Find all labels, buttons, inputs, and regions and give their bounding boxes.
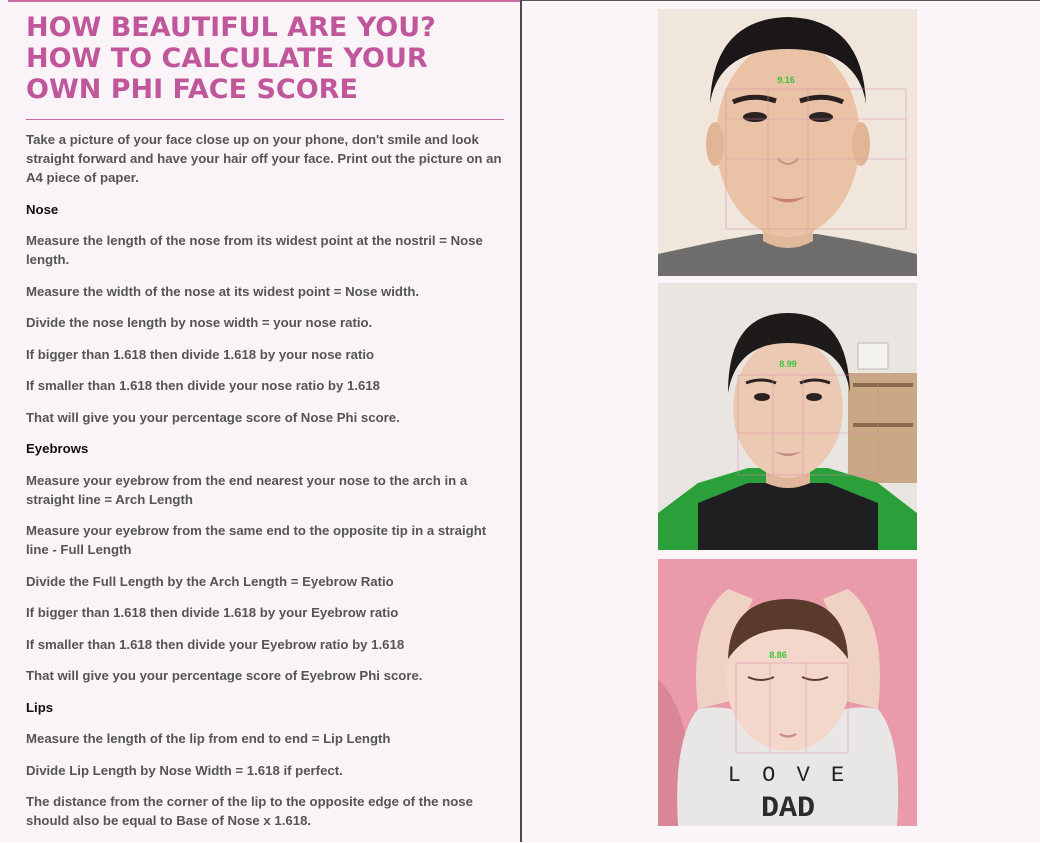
photo-panel [522, 0, 1040, 842]
section-heading-nose: Nose [26, 201, 59, 217]
intro-paragraph: Take a picture of your face close up on your phone, don't smile and look straight forward and have your hair off your face. Print out the picture on an A4 piece of paper. [26, 132, 502, 185]
phi-score-label: 8.86 [769, 650, 787, 660]
lips-step: Measure the length of the lip from end to end = Lip Length [26, 731, 391, 746]
face-illustration-man [658, 9, 917, 276]
eyebrow-step: That will give you your percentage score of Eyebrow Phi score. [26, 668, 423, 683]
nose-step: If bigger than 1.618 then divide 1.618 by your nose ratio [26, 346, 375, 362]
eyebrow-step: If smaller than 1.618 then divide your Eyebrow ratio by 1.618 [26, 636, 405, 652]
shirt-text-dad: DAD [760, 792, 816, 826]
nose-step: That will give you your percentage score of Nose Phi score. [26, 409, 400, 425]
eyebrow-step: Divide the Full Length by the Arch Length = Eyebrow Ratio [26, 573, 394, 589]
phi-score-label: 9.16 [777, 75, 795, 85]
lips-step: The distance from the corner of the lip to the opposite edge of the nose should also be equal to Base of Nose x 1.618. [26, 794, 473, 828]
face-illustration-woman [658, 283, 917, 550]
article-body [26, 130, 508, 843]
face-illustration-baby [658, 559, 917, 826]
section-heading-eyebrows: Eyebrows [26, 441, 89, 456]
eyebrow-step: Measure your eyebrow from the same end to the opposite tip in a straight line - Full Length [26, 523, 487, 557]
phi-score-label: 8.99 [779, 359, 797, 369]
lips-step: Divide Lip Length by Nose Width = 1.618 if perfect. [26, 762, 343, 778]
nose-step: Measure the length of the nose from its widest point at the nostril = Nose length. [26, 233, 483, 267]
nose-step: Measure the width of the nose at its widest point = Nose width. [26, 283, 420, 299]
article-title: HOW BEAUTIFUL ARE YOU? HOW TO CALCULATE YOUR OWN PHI FACE SCORE [26, 12, 436, 105]
face-photo-woman [658, 283, 917, 550]
top-border [522, 0, 1040, 1]
shirt-text-love: L O V E [727, 763, 849, 788]
nose-step: Divide the nose length by nose width = your nose ratio. [26, 315, 373, 330]
eyebrow-step: Measure your eyebrow from the end nearest your nose to the arch in a straight line = Arch Length [26, 472, 468, 507]
section-heading-lips: Lips [26, 699, 54, 715]
title-divider [26, 119, 504, 120]
nose-step: If smaller than 1.618 then divide your nose ratio by 1.618 [26, 378, 380, 393]
face-photo-man [658, 9, 917, 276]
article-panel [0, 0, 520, 842]
top-border [8, 0, 520, 2]
eyebrow-step: If bigger than 1.618 then divide 1.618 by your Eyebrow ratio [26, 605, 399, 620]
face-photo-baby [658, 559, 917, 826]
